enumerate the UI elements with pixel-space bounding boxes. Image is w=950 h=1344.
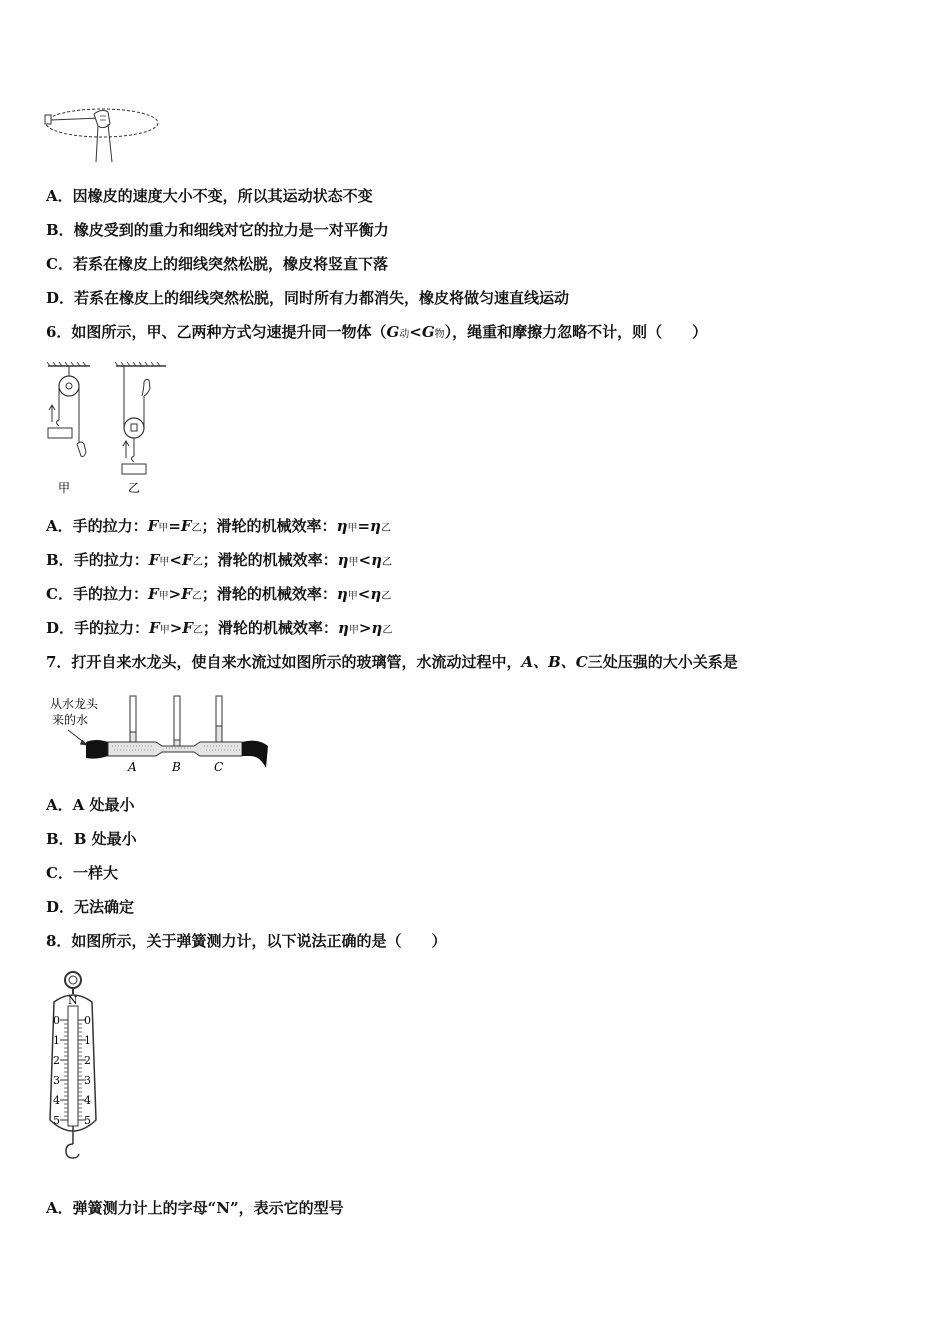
scale-number-right: 3 xyxy=(84,1074,91,1087)
fig-caption-line1: 从水龙头 xyxy=(50,697,99,711)
pulley-figure xyxy=(44,362,174,500)
spring-scale-figure xyxy=(46,970,102,1176)
label-b: B xyxy=(172,760,181,774)
label-jia: 甲 xyxy=(58,481,71,495)
q5-option-c: C．若系在橡皮上的细线突然松脱，橡皮将竖直下落 xyxy=(46,255,388,273)
scale-number-left: 3 xyxy=(53,1074,60,1087)
scale-number-left: 1 xyxy=(53,1034,60,1047)
q7-option-a: A．A 处最小 xyxy=(46,796,135,814)
scale-number-left: 2 xyxy=(53,1054,60,1067)
eraser-circle-figure xyxy=(42,100,167,170)
scale-number-right: 2 xyxy=(84,1054,91,1067)
scale-number-right: 4 xyxy=(84,1094,91,1107)
q8-option-a: A．弹簧测力计上的字母“N”，表示它的型号 xyxy=(46,1199,344,1217)
q6-option-d: D．手的拉力：F甲>F乙；滑轮的机械效率：η甲>η乙 xyxy=(46,619,393,637)
fig-caption-line2: 来的水 xyxy=(52,713,89,727)
q7-option-d: D．无法确定 xyxy=(46,898,135,916)
scale-number-left: 5 xyxy=(53,1114,60,1127)
q6-option-a: A．手的拉力：F甲=F乙；滑轮的机械效率：η甲=η乙 xyxy=(46,517,391,535)
q6-stem: 6．如图所示，甲、乙两种方式匀速提升同一物体（G动<G物），绳重和摩擦力忽略不计，则（ ） xyxy=(46,323,708,341)
q7-option-c: C．一样大 xyxy=(46,864,118,882)
q7-option-b: B．B 处最小 xyxy=(46,830,137,848)
glass-tube-figure xyxy=(46,692,271,776)
label-yi: 乙 xyxy=(128,481,141,495)
scale-number-left: 0 xyxy=(53,1014,60,1027)
q5-option-b: B．橡皮受到的重力和细线对它的拉力是一对平衡力 xyxy=(46,221,389,239)
q7-stem: 7．打开自来水龙头，使自来水流过如图所示的玻璃管，水流动过程中，A、B、C三处压强的大小关系是 xyxy=(46,653,738,671)
q8-stem: 8．如图所示，关于弹簧测力计，以下说法正确的是（ ） xyxy=(46,932,447,950)
q5-option-d: D．若系在橡皮上的细线突然松脱，同时所有力都消失，橡皮将做匀速直线运动 xyxy=(46,289,570,307)
unit-n: N xyxy=(68,994,78,1007)
scale-number-left: 4 xyxy=(53,1094,60,1107)
scale-number-right: 5 xyxy=(84,1114,91,1127)
q6-option-c: C．手的拉力：F甲>F乙；滑轮的机械效率：η甲<η乙 xyxy=(46,585,392,603)
q5-option-a: A．因橡皮的速度大小不变，所以其运动状态不变 xyxy=(46,187,373,205)
scale-number-right: 0 xyxy=(84,1014,91,1027)
label-c: C xyxy=(214,760,224,774)
scale-number-right: 1 xyxy=(84,1034,91,1047)
q6-option-b: B．手的拉力：F甲<F乙；滑轮的机械效率：η甲<η乙 xyxy=(46,551,392,569)
label-a: A xyxy=(128,760,137,774)
